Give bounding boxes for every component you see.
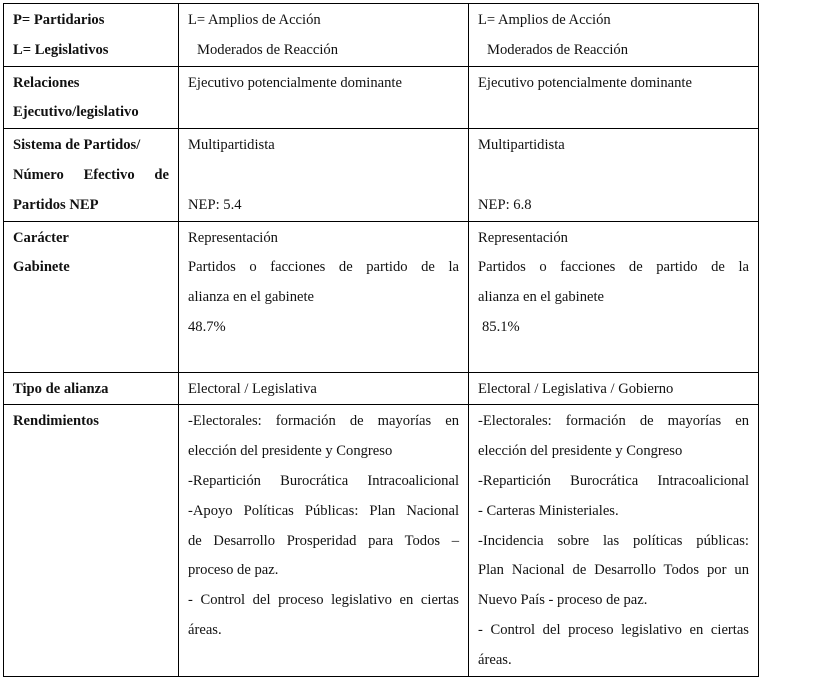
col2-cell	[469, 405, 759, 676]
table-row-caracter-gabinete	[4, 221, 759, 372]
row-label-cell	[4, 129, 179, 221]
cell-text: Representación	[478, 229, 568, 246]
cabinet-percentage: 85.1%	[482, 318, 520, 335]
table-row-header	[4, 4, 759, 67]
table-row-sistema-partidos	[4, 129, 759, 221]
cell-text: L= Amplios de Acción	[478, 12, 611, 28]
cell-text: -Electorales: formación de mayorías en	[188, 413, 459, 430]
col1-cell	[179, 129, 469, 221]
cell-text: -Electorales: formación de mayorías en	[478, 413, 749, 430]
cell-text: proceso de paz.	[188, 562, 279, 579]
cell-text: - Carteras Ministeriales.	[478, 502, 619, 519]
cell-text: Plan Nacional de Desarrollo Todos por un	[478, 562, 749, 579]
cell-text: Electoral / Legislativa	[188, 380, 317, 397]
row-label: Número Efectivo de	[13, 166, 169, 183]
nep-value: NEP: 5.4	[188, 196, 242, 213]
spacer	[188, 161, 459, 191]
cell-text: Ejecutivo potencialmente dominante	[188, 74, 402, 91]
cabinet-percentage: 48.7%	[188, 318, 226, 335]
cell-text: Representación	[188, 229, 278, 246]
row-label: Ejecutivo/legislativo	[13, 104, 139, 121]
row-label-cell	[4, 221, 179, 372]
row-label: L= Legislativos	[13, 41, 109, 58]
col2-cell	[469, 4, 759, 67]
cell-text: Ejecutivo potencialmente dominante	[478, 74, 692, 91]
col2-cell	[469, 221, 759, 372]
col1-cell	[179, 221, 469, 372]
spacer	[478, 161, 749, 191]
table-row-relaciones	[4, 66, 759, 129]
cell-text: alianza en el gabinete	[478, 289, 604, 306]
coalition-comparison-table	[3, 3, 759, 677]
col1-cell	[179, 405, 469, 676]
cell-text: -Repartición Burocrática Intracoalicional	[478, 472, 749, 489]
cell-text: alianza en el gabinete	[188, 289, 314, 306]
cell-text: -Apoyo Políticas Públicas: Plan Nacional	[188, 502, 459, 519]
cell-text: Partidos o facciones de partido de la	[188, 259, 459, 276]
cell-text: Partidos o facciones de partido de la	[478, 259, 749, 276]
row-label: Relaciones	[13, 74, 80, 91]
col2-cell	[469, 129, 759, 221]
cell-text: elección del presidente y Congreso	[478, 443, 683, 460]
cell-text: -Repartición Burocrática Intracoalicional	[188, 472, 459, 489]
cell-text: de Desarrollo Prosperidad para Todos –	[188, 532, 459, 549]
cell-text: L= Amplios de Acción	[188, 12, 321, 28]
row-label-cell	[4, 4, 179, 67]
cell-text: Moderados de Reacción	[487, 41, 629, 58]
row-label: Carácter	[13, 229, 69, 246]
cell-text: elección del presidente y Congreso	[188, 443, 393, 460]
row-label: Partidos NEP	[13, 196, 99, 213]
row-label: Rendimientos	[13, 413, 99, 430]
cell-text: -Incidencia sobre las políticas públicas:	[478, 532, 749, 549]
cell-text: Moderados de Reacción	[197, 41, 339, 58]
col1-cell	[179, 372, 469, 405]
cell-text: - Control del proceso legislativo en ciertas	[188, 592, 459, 609]
party-system-type: Multipartidista	[188, 137, 275, 154]
row-label: Gabinete	[13, 259, 70, 276]
cell-text: - Control del proceso legislativo en ciertas	[478, 621, 749, 638]
col1-cell	[179, 4, 469, 67]
cell-text: Nuevo País - proceso de paz.	[478, 592, 648, 609]
row-label-cell	[4, 372, 179, 405]
table-row-rendimientos	[4, 405, 759, 676]
row-label-cell	[4, 405, 179, 676]
party-system-type: Multipartidista	[478, 137, 565, 154]
col1-cell	[179, 66, 469, 129]
nep-value: NEP: 6.8	[478, 196, 532, 213]
cell-text: áreas.	[478, 651, 512, 668]
col2-cell	[469, 66, 759, 129]
row-label: P= Partidarios	[13, 12, 105, 28]
table-row-tipo-alianza	[4, 372, 759, 405]
col2-cell	[469, 372, 759, 405]
row-label: Sistema de Partidos/	[13, 137, 141, 154]
row-label-cell	[4, 66, 179, 129]
cell-text: Electoral / Legislativa / Gobierno	[478, 380, 674, 397]
cell-text: áreas.	[188, 621, 222, 638]
row-label: Tipo de alianza	[13, 380, 109, 397]
